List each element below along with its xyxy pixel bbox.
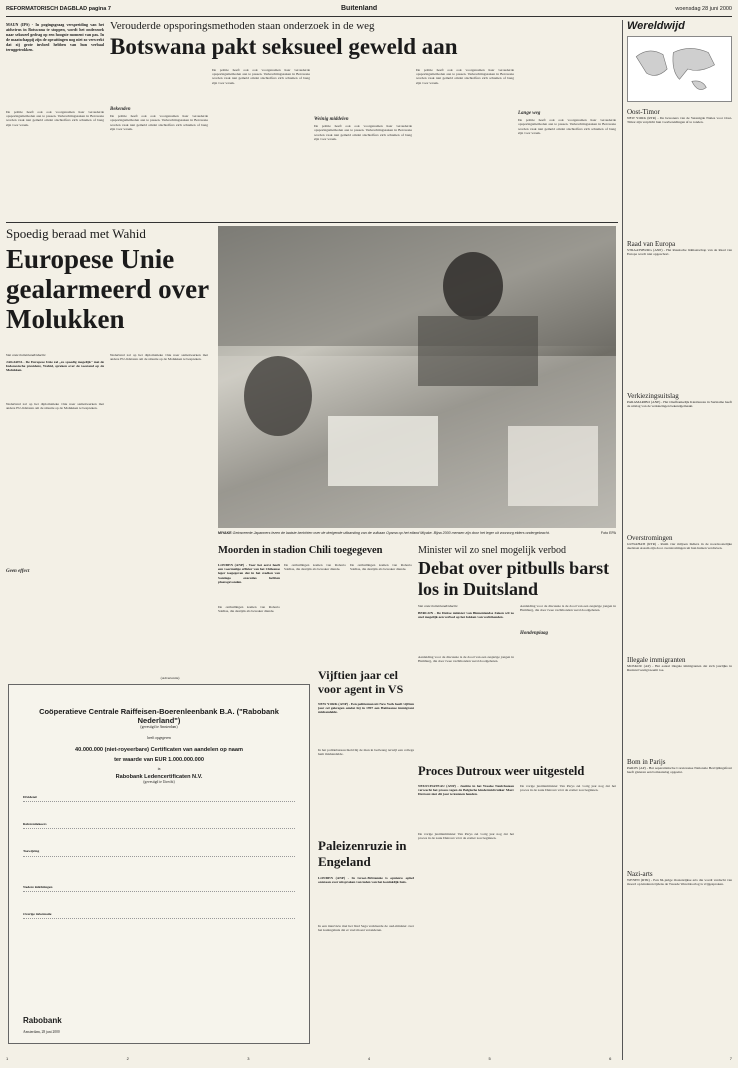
chili-col1: De onthullingen komen van Roberto Saldías, die destijds als bewaker diende. <box>218 605 280 614</box>
wereldwijd-item <box>627 870 732 1028</box>
wereldwijd-item-head: Raad van Europa <box>627 240 676 248</box>
rabobank-logo: Rabobank <box>23 1016 62 1025</box>
chili-lead: LONDEN (ANP) - Voor het eerst heeft een voormalige officier van het Chileense leger toegegeven dat in het stadion van Santiago executies hebben plaatsgevonden. <box>218 563 280 584</box>
botswana-col6: Lange weg De politie heeft ook ook voorgenomen haar verouderde opsporingsmethoden aan te passen. Verkrachtingszaken in Botswana worden vaak niet gemeld omdat slachtoffers zich schamen of bang zijn voor wraak. <box>518 111 616 135</box>
botswana-subhead-1: Bekenden <box>110 107 131 112</box>
vijftien-headline: Vijftien jaar cel voor agent in VS <box>318 668 404 696</box>
chili-headline: Moorden in stadion Chili toegegeven <box>218 545 383 556</box>
masthead-left: REFORMATORISCH DAGBLAD pagina 7 <box>6 6 111 12</box>
ad-amount: ter waarde van EUR 1.000.000.000 <box>114 757 204 763</box>
ad-product: Rabobank Ledencertificaten N.V. <box>115 774 203 780</box>
paleizenruzie-lead: LONDEN (ANP) - In Groot-Brittannie is opnieuw ophef ontstaan over uitspraken van leden van het koninklijk huis. <box>318 876 414 885</box>
dutroux-lead: NEUFCHATEAU (ANP) - Justitie in het Waalse Neufchateau verwacht het proces tegen de Belgische kindermisbruiker Marc Dutroux niet dit jaar te kunnen houden. <box>418 784 514 797</box>
wereldwijd-item-text: PARIJS (AP) - Het separatistische Corsicaanse Nationale Bevrijdingsfront heeft gisteren een bomaanslag opgeeist. <box>627 766 732 775</box>
wereldwijd-item-head: Overstromingen <box>627 534 673 542</box>
botswana-col3: De politie heeft ook ook voorgenomen haar verouderde opsporingsmethoden aan te passen. Verkrachtingszaken in Botswana worden vaak niet gemeld omdat slachtoffers zich schamen of bang zijn voor wraak. <box>212 68 310 85</box>
pitbulls-kicker: Minister wil zo snel mogelijk verbod <box>418 545 567 556</box>
ad-place: (gevestigd te Amsterdam) <box>140 725 178 729</box>
dutroux-body-2: De vorige justitieminister Van Parys zei vorig jaar nog dat het proces in de zaak Dutroux vóór de zomer zou beginnen. <box>520 784 616 793</box>
photo-caption-tag: MIYAKE <box>218 531 232 535</box>
botswana-intro: MAUN (IPS) - In pogingsgraag verspreiding van het aidsvirus in Botswana te stoppen, wordt het onderzoek naar seksueel gedrag op een hoogste moment van pas. In de maatschappij zijn de opvattingen nog niet zo verwerkt dat zij grote invloed hebben van hun verbaal teruggetrokken. <box>6 22 104 52</box>
wereldwijd-item-head: Nazi-arts <box>627 870 653 878</box>
world-map-icon <box>627 36 732 102</box>
molukken-kicker: Spoedig beraad met Wahid <box>6 226 146 241</box>
pitbulls-headline: Debat over pitbulls barst los in Duitsland <box>418 558 610 599</box>
wereldwijd-column <box>622 20 732 1060</box>
botswana-headline: Botswana pakt seksueel geweld aan <box>110 34 458 59</box>
dutroux-headline: Proces Dutroux weer uitgesteld <box>418 764 585 778</box>
wereldwijd-item <box>627 534 732 652</box>
pitbulls-byline: Van onze buitenlandredactie <box>418 604 458 608</box>
advertisement-label: (Advertentie) <box>160 676 180 680</box>
vijftien-body: In het politiebureau hield hij de man in bedwang terwijl een collega hem mishandelde. <box>318 748 414 757</box>
molukken-subhead: Geen effect <box>6 569 30 575</box>
ad-section: Dividend Referentiekoers Toewijzing Nadere inlichtingen Overige informatie <box>23 795 295 943</box>
masthead-date: woensdag 28 juni 2000 <box>675 6 732 12</box>
wereldwijd-item <box>627 240 732 388</box>
ad-date: Amsterdam, 28 juni 2000 <box>23 1030 60 1034</box>
wereldwijd-item <box>627 108 732 236</box>
wereldwijd-item <box>627 392 732 530</box>
wereldwijd-item-text: MOSKOU (AP) - Het aantal illegale immigranten dat zich jaarlijks in Rusland vestigt neemt toe. <box>627 664 732 673</box>
ad-in: in <box>157 767 161 771</box>
miyake-photo <box>218 226 616 528</box>
wereldwijd-item <box>627 758 732 866</box>
wereldwijd-item-text: NEW YORK (RTR) - De bewoners van de Verenigde Naties voor Oost-Timor zijn verplicht hun voorbereidingen af te ronden. <box>627 116 732 125</box>
masthead-section: Buitenland <box>341 5 378 12</box>
pitbulls-lead: BERLIJN - De Duitse minister van Binnenlandse Zaken wil zo snel mogelijk een verbod op het fokken van vechthonden. <box>418 611 514 620</box>
dutroux-body-1: De vorige justitieminister Van Parys zei vorig jaar nog dat het proces in de zaak Dutroux vóór de zomer zou beginnen. <box>418 832 514 841</box>
wereldwijd-item-text: STRAATSBURG (ANP) - Het Russische lidmaatschap van de Raad van Europa wordt niet opgeschort. <box>627 248 732 257</box>
ad-offer-intro: heeft opgegeven <box>147 736 171 740</box>
botswana-subhead-3: Lange weg <box>518 111 541 116</box>
paleizenruzie-body: In een interview met het blad Saga verklaarde de oud-minister over het koningshuis dat er veel moest veranderen. <box>318 924 414 933</box>
vijftien-lead: NEW YORK (ANP) - Een politieman uit New York heeft vijftien jaar cel gekregen omdat hij in 1997 een Haitiaanse immigrant mishandelde. <box>318 702 414 715</box>
ad-offer: 40.000.000 (niet-royeerbare) Certificaten van aandelen op naam <box>75 747 243 753</box>
wereldwijd-item-text: WENEN (RTR) - Een 84-jarige Oostenrijkse arts die wordt verdacht van moord op kinderen tijdens de Tweede Wereldoorlog is vrijgesproken. <box>627 878 732 887</box>
botswana-kicker: Verouderde opsporingsmethoden staan onderzoek in de weg <box>110 20 375 32</box>
botswana-subhead-2: Weinig middelen <box>314 117 349 122</box>
wereldwijd-item-head: Oost-Timor <box>627 108 660 116</box>
paleizenruzie-headline: Paleizenruzie in Engeland <box>318 838 407 869</box>
chili-col2: De onthullingen komen van Roberto Saldías, die destijds als bewaker diende. <box>284 563 346 572</box>
molukken-byline: Van onze buitenlandredactie <box>6 353 46 357</box>
wereldwijd-item-head: Verkiezingsuitslag <box>627 392 679 400</box>
wereldwijd-item <box>627 656 732 754</box>
molukken-headline: Europese Unie gealarmeerd over Molukken <box>6 244 209 334</box>
wereldwijd-item-head: Bom in Parijs <box>627 758 666 766</box>
photo-caption-text: Getraceerde Japanners lezen de laatste berichten over de dreigende uitbarsting van de vulkaan Oyama op het eiland Miyake. Bijna 2000 mensen zijn door het leger uit voorzorg elders ondergebracht. <box>232 531 550 535</box>
pitbulls-body-2: Aanleiding voor de discussie is de dood van een zesjarige jongen in Hamburg, die door twee vechthonden werd doodgebeten. Hondenpiaag <box>520 604 616 637</box>
ad-org: Coöperatieve Centrale Raiffeisen-Boerenleenbank B.A. ("Rabobank Nederland") <box>39 707 279 725</box>
photo-credit: Foto EPA <box>600 531 616 535</box>
pitbulls-subhead: Hondenpiaag <box>520 631 549 637</box>
chili-col3: De onthullingen komen van Roberto Saldías, die destijds als bewaker diende. <box>350 563 412 572</box>
wereldwijd-item-head: Illegale immigranten <box>627 656 686 664</box>
photo-caption <box>218 531 616 543</box>
ad-product-place: (gevestigd te Utrecht) <box>143 780 175 784</box>
botswana-body: De politie heeft ook ook voorgenomen haar verouderde opsporingsmethoden aan te passen. Verkrachtingszaken in Botswana worden vaak niet gemeld omdat slachtoffers zich schamen of bang zijn voor wraak. <box>6 110 104 127</box>
wereldwijd-item-text: PARAMARIBO (ANP) - Het Onafhankelijk Kiesbureau in Suriname heeft de uitslag van de verkiezingen bekendgemaakt. <box>627 400 732 409</box>
molukken-body-1: Nederland zal op het diplomatieke vlak naar samenwerken met andere EU-lidstaten om de situatie op de Molukken te bespreken. Geen effect <box>6 402 104 575</box>
masthead <box>6 5 732 17</box>
molukken-lead: JAKARTA - De Europese Unie zal ,,zo spoedig mogelijk'' met de Indonesische president, Wahid, spreken over de toestand op de Molukken. <box>6 360 104 373</box>
botswana-col5: De politie heeft ook ook voorgenomen haar verouderde opsporingsmethoden aan te passen. Verkrachtingszaken in Botswana worden vaak niet gemeld omdat slachtoffers zich schamen of bang zijn voor wraak. <box>416 68 514 85</box>
wereldwijd-item-text: GUWAHATI (RTR) - Ruim vier miljoen Indiers in de noordoostelijke deelstaat Assam zijn door overstromingen uit hun huizen verdreven. <box>627 542 732 551</box>
botswana-col2: Bekenden De politie heeft ook ook voorgenomen haar verouderde opsporingsmethoden aan te passen. Verkrachtingszaken in Botswana worden vaak niet gemeld omdat slachtoffers zich schamen of bang zijn voor wraak. <box>110 107 208 131</box>
rabobank-advertisement <box>8 684 310 1044</box>
molukken-body-2: Nederland zal op het diplomatieke vlak naar samenwerken met andere EU-lidstaten om de situatie op de Molukken te bespreken. <box>110 353 208 362</box>
botswana-col4: Weinig middelen De politie heeft ook ook voorgenomen haar verouderde opsporingsmethoden aan te passen. Verkrachtingszaken in Botswana worden vaak niet gemeld omdat slachtoffers zich schamen of bang zijn voor wraak. <box>314 117 412 141</box>
pitbulls-body-1: Aanleiding voor de discussie is de dood van een zesjarige jongen in Hamburg, die door twee vechthonden werd doodgebeten. <box>418 655 514 664</box>
wereldwijd-title: Wereldwijd <box>627 20 685 32</box>
footer-marks: 1 2 3 4 5 6 7 <box>6 1056 732 1061</box>
